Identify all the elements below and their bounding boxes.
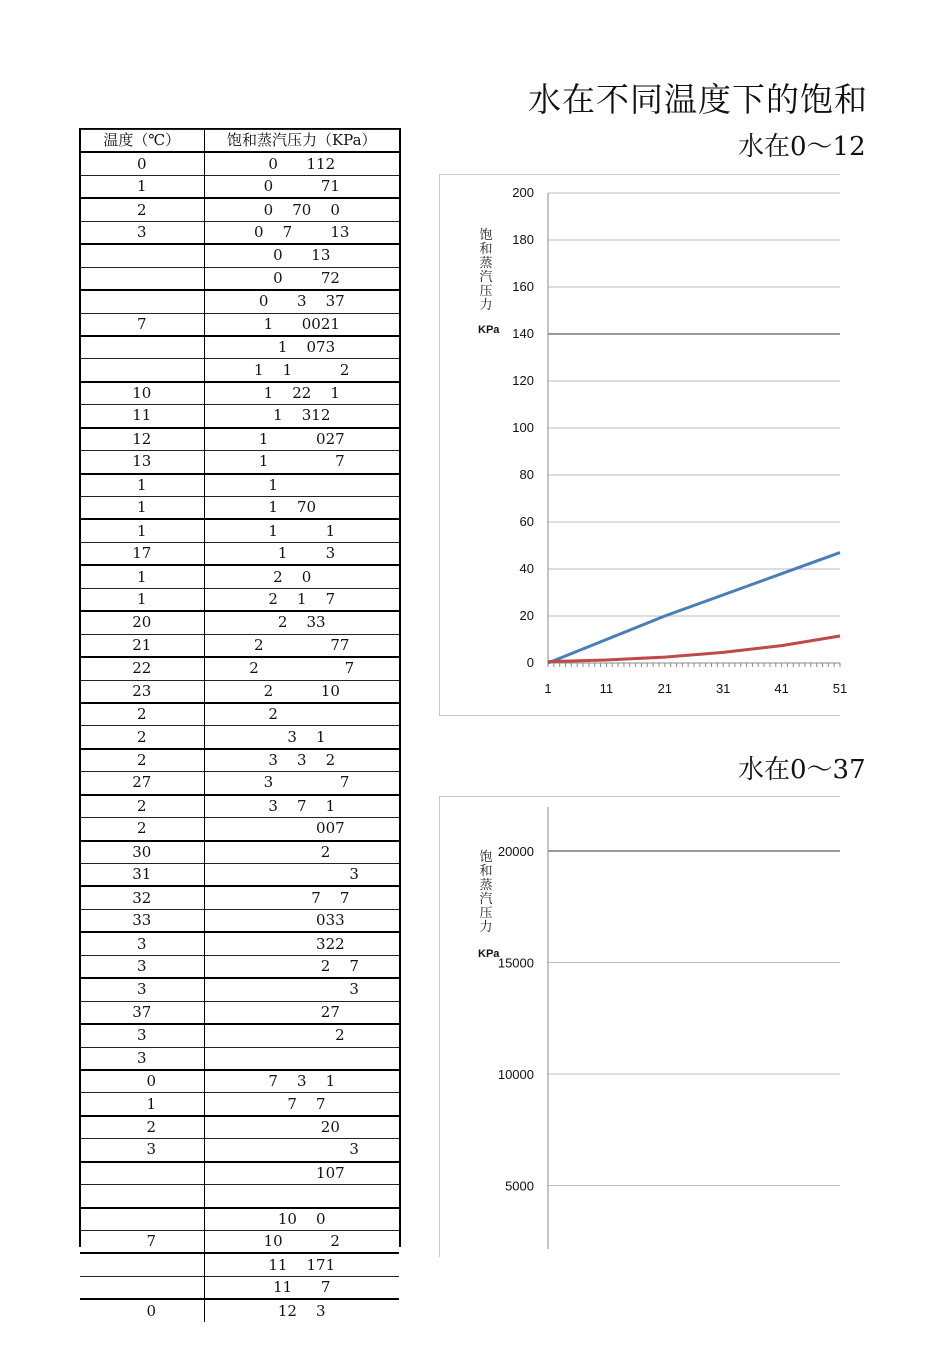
table-row [80,221,399,244]
table-row [80,841,399,864]
y-axis-label-char: 力 [479,920,493,935]
vapor-pressure-table [80,129,399,1322]
cell-pressure: 2 7 [249,659,355,678]
cell-pressure: 10 2 [263,1232,340,1251]
cell-pressure: 1 312 [273,406,331,425]
table-body [80,152,399,1321]
table-row [80,428,399,451]
y-axis-label-char: 汽 [479,892,493,907]
table-row [80,451,399,474]
cell-temperature [80,336,204,359]
table-row [80,588,399,611]
cell-pressure: 0 72 [263,268,340,287]
cell-pressure: 12 3 [277,1301,326,1320]
cell-pressure: 1 1 [268,521,336,540]
cell-pressure: 0 13 [273,246,331,265]
y-tick-label: 15000 [497,955,534,971]
y-tick-label: 60 [519,514,534,529]
cell-pressure: 3 1 [277,727,326,746]
table-row [80,359,399,382]
cell-temperature: 23 [80,680,204,703]
table-row [80,1231,399,1254]
table-row [80,1139,399,1162]
cell-temperature: 11 [80,405,204,428]
y-tick-label: 100 [512,420,534,435]
y-axis-label-char: 饱 [479,228,493,243]
cell-temperature: 3 [80,978,204,1001]
cell-pressure: 2 [258,705,345,724]
cell-temperature: 2 [80,818,204,841]
cell-temperature: 20 [80,611,204,634]
cell-pressure: 20 [263,1118,340,1137]
x-tick-label: 21 [657,681,673,696]
cell-temperature: 12 [80,428,204,451]
cell-pressure: 2 7 [244,956,359,975]
cell-pressure: 033 [258,911,345,930]
x-tick-label: 51 [832,681,848,696]
cell-pressure: 3 [244,865,359,884]
chart1-plot [440,175,848,715]
table-row [80,726,399,749]
cell-temperature: 2 [80,198,204,221]
cell-temperature: 33 [80,909,204,932]
y-axis-label-char: 蒸 [479,256,493,271]
table-row [80,864,399,887]
table-row [80,886,399,909]
table-row [80,290,399,313]
cell-pressure: 107 [258,1163,345,1182]
cell-pressure: 7 7 [277,1094,326,1113]
table-row [80,680,399,703]
table-row [80,611,399,634]
cell-pressure: 1 073 [268,338,336,357]
x-tick-label: 31 [715,681,731,696]
cell-pressure: 7 7 [254,888,350,907]
cell-temperature: 7 [80,1231,204,1254]
y-axis-label-char: 汽 [479,270,493,285]
cell-pressure: 27 [263,1002,340,1021]
cell-temperature: 2 [80,749,204,772]
table-row [80,1253,399,1276]
cell-temperature: 13 [80,451,204,474]
y-tick-label: 160 [512,279,534,294]
y-tick-label: 200 [512,185,534,200]
cell-pressure: 2 0 [273,567,331,586]
table-row [80,336,399,359]
cell-temperature: 37 [80,1001,204,1024]
cell-pressure: 0 71 [263,177,340,196]
y-tick-label: 180 [512,232,534,247]
cell-temperature: 0 [80,1070,204,1093]
y-tick-label: 40 [519,561,534,576]
y-axis-label-char: 和 [479,242,493,257]
y-axis-label-char: 力 [479,298,493,313]
x-tick-label: 11 [599,681,614,696]
table-row [80,749,399,772]
cell-pressure: 3 [244,1140,359,1159]
cell-temperature: 17 [80,542,204,565]
chart1 [439,174,848,716]
y-axis-label-char: 饱 [479,850,493,865]
cell-temperature [80,1253,204,1276]
cell-temperature: 31 [80,864,204,887]
cell-pressure: 2 10 [263,681,340,700]
cell-pressure [204,1185,399,1208]
cell-temperature: 3 [80,932,204,955]
cell-pressure: 1 22 1 [263,384,340,403]
table-row [80,657,399,680]
cell-pressure: 0 70 0 [263,200,340,219]
table-row [80,772,399,795]
y-tick-label: 120 [512,373,534,388]
chart1-title: 水在0～12 [738,132,866,162]
cell-pressure: 11 7 [273,1278,331,1297]
table-row [80,1299,399,1321]
cell-temperature: 3 [80,955,204,978]
table-row [80,634,399,657]
x-tick-label: 41 [774,681,789,696]
chart2 [439,796,840,1257]
table-row [80,1116,399,1139]
cell-pressure: 322 [258,934,345,953]
cell-temperature: 30 [80,841,204,864]
cell-pressure: 0 7 13 [254,222,350,241]
cell-temperature: 2 [80,703,204,726]
table-row [80,542,399,565]
table-row [80,1162,399,1185]
table-row [80,474,399,497]
cell-temperature: 21 [80,634,204,657]
table-row [80,818,399,841]
cell-pressure: 3 7 1 [268,796,336,815]
chart2-title: 水在0～37 [738,755,866,785]
y-axis-unit: KPa [478,324,500,336]
cell-temperature: 0 [80,1299,204,1321]
cell-temperature: 27 [80,772,204,795]
table-row [80,1093,399,1116]
cell-temperature [80,359,204,382]
y-tick-label: 20 [519,608,534,623]
cell-pressure: 1 70 [268,498,336,517]
table-row [80,932,399,955]
chart2-plot [440,797,840,1257]
table-row [80,519,399,542]
cell-temperature: 2 [80,726,204,749]
cell-temperature [80,1208,204,1231]
cell-pressure: 1 027 [258,429,345,448]
table-row [80,1047,399,1070]
cell-pressure: 2 [258,1026,345,1045]
x-tick-label: 1 [544,681,552,696]
series-line-2 [548,636,840,662]
table-row [80,497,399,520]
cell-temperature: 1 [80,588,204,611]
cell-temperature [80,1276,204,1299]
y-tick-label: 80 [519,467,534,482]
cell-temperature: 3 [80,1024,204,1047]
table-row [80,405,399,428]
page-title: 水在不同温度下的饱和 [528,80,868,119]
cell-pressure: 2 1 7 [268,589,336,608]
cell-pressure: 0 112 [268,154,336,173]
table-row [80,198,399,221]
cell-pressure: 1 [268,475,336,494]
cell-pressure: 0 3 37 [258,292,345,311]
cell-temperature: 1 [80,175,204,198]
cell-temperature [80,1162,204,1185]
cell-temperature: 3 [80,1047,204,1070]
cell-pressure: 3 3 2 [268,751,336,770]
header-pressure: 饱和蒸汽压力（KPa） [226,131,377,150]
y-tick-label: 10000 [497,1067,534,1082]
cell-pressure: 7 3 1 [268,1072,336,1091]
header-temperature: 温度（℃） [80,130,204,153]
y-axis-label-char: 压 [479,906,493,921]
cell-temperature: 1 [80,519,204,542]
y-tick-label: 20000 [497,844,534,859]
table-row [80,978,399,1001]
y-axis-label-char: 和 [479,864,493,879]
cell-pressure: 11 171 [268,1255,336,1274]
table-row [80,1276,399,1299]
cell-temperature: 1 [80,565,204,588]
cell-temperature: 2 [80,1116,204,1139]
table-row [80,152,399,175]
table-row [80,1185,399,1208]
table-row [80,1070,399,1093]
y-tick-label: 5000 [505,1178,534,1194]
cell-temperature [80,267,204,290]
cell-temperature: 1 [80,497,204,520]
cell-pressure [204,1047,399,1070]
cell-temperature [80,244,204,267]
cell-temperature: 3 [80,221,204,244]
y-axis-label-char: 蒸 [479,878,493,893]
cell-pressure: 1 1 2 [254,360,350,379]
table-row [80,909,399,932]
table-row [80,1208,399,1231]
y-tick-label: 140 [512,326,534,341]
cell-pressure: 1 0021 [263,314,340,333]
cell-pressure: 007 [258,819,345,838]
cell-temperature: 3 [80,1139,204,1162]
cell-temperature [80,290,204,313]
cell-temperature: 10 [80,382,204,405]
cell-temperature: 1 [80,1093,204,1116]
y-axis-label-char: 压 [479,284,493,299]
cell-pressure: 1 7 [258,452,345,471]
cell-temperature: 7 [80,313,204,336]
table-row [80,244,399,267]
cell-pressure: 1 3 [268,544,336,563]
table-row [80,1024,399,1047]
table-row [80,175,399,198]
table-row [80,565,399,588]
cell-pressure: 3 [244,980,359,999]
y-axis-unit: KPa [478,948,500,960]
cell-pressure: 2 33 [277,613,326,632]
cell-pressure: 2 77 [254,635,350,654]
table-row [80,267,399,290]
cell-temperature: 32 [80,886,204,909]
cell-temperature: 22 [80,657,204,680]
cell-temperature: 2 [80,795,204,818]
cell-pressure: 3 7 [254,773,350,792]
table-row [80,313,399,336]
table-row [80,1001,399,1024]
cell-pressure: 2 [273,842,331,861]
table-row [80,382,399,405]
cell-temperature: 0 [80,152,204,175]
cell-pressure: 10 0 [277,1209,326,1228]
table-row [80,795,399,818]
y-tick-label: 0 [526,655,534,670]
cell-temperature: 1 [80,474,204,497]
table-row [80,955,399,978]
cell-temperature [80,1185,204,1208]
table-row [80,703,399,726]
